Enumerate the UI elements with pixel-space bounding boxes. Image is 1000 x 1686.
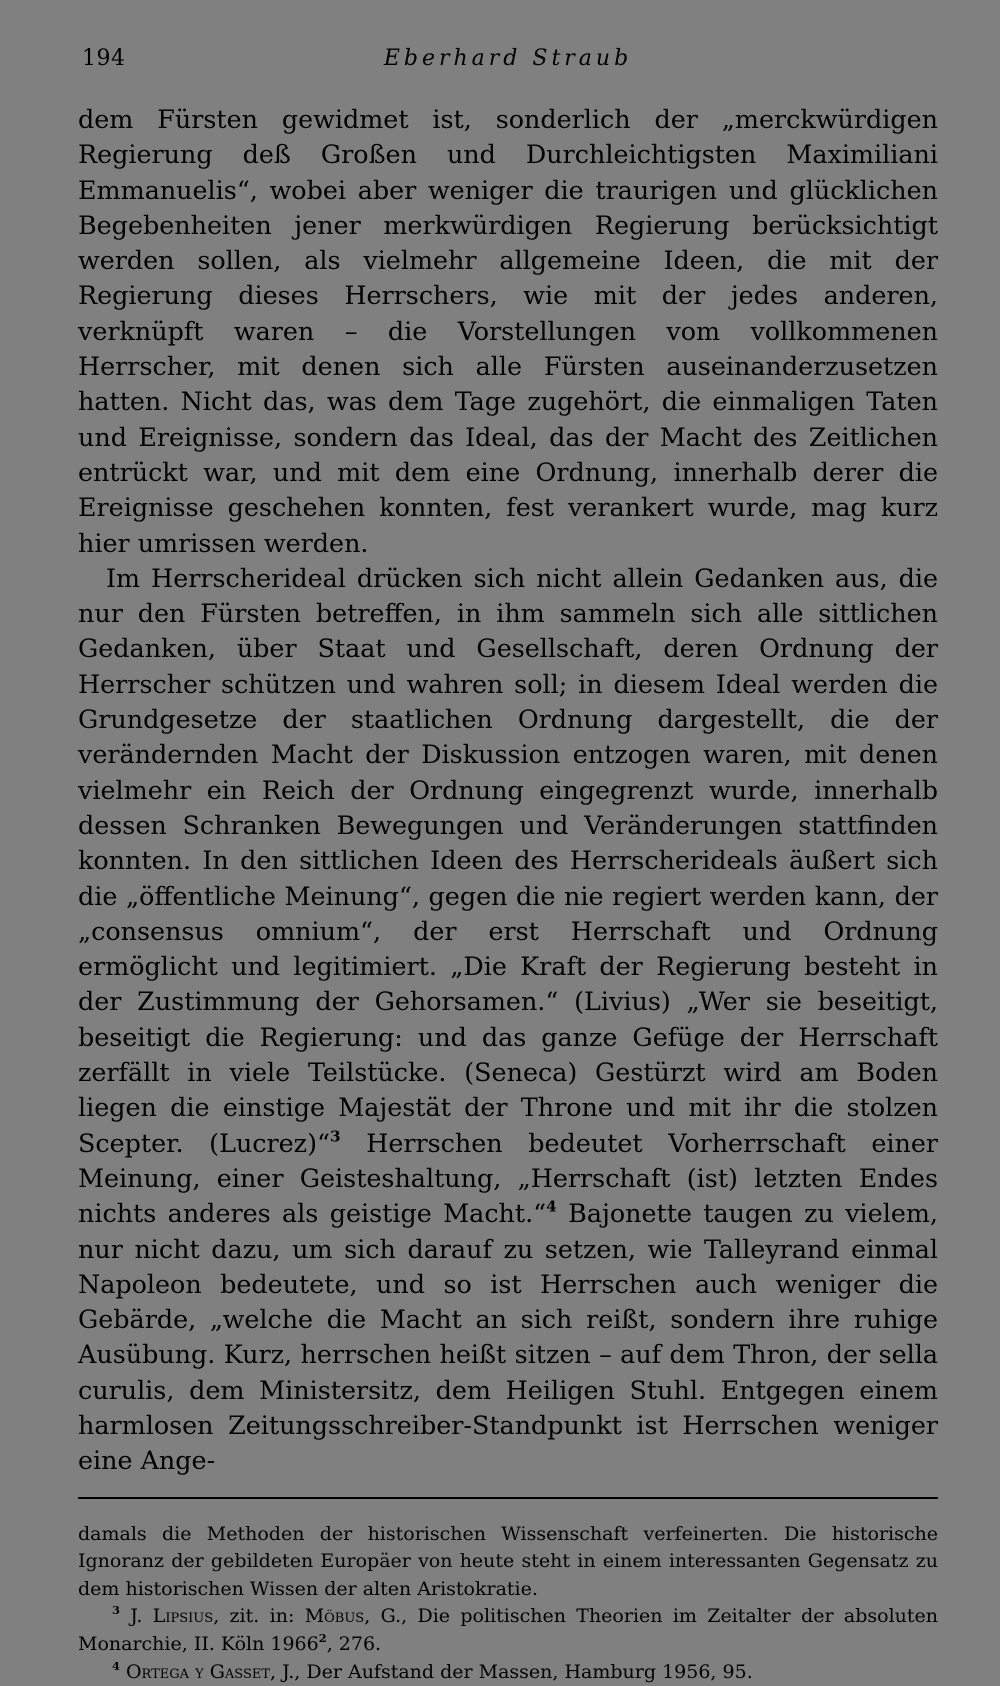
running-head — [78, 46, 938, 80]
paragraph-2-part-1: Im Herrscherideal drücken sich nicht allein Gedanken aus, die nur den Fürsten betreffen, in ihm sammeln sich alle sittlichen Gedanken, über Staat und Gesellschaft, deren Ordnung der Herrscher schützen und wahren soll; in diesem Ideal werden die Grundgesetze der staatlichen Ordnung dargestellt, die der verändernden Macht der Diskussion entzogen waren, mit denen vielmehr ein Reich der Ordnung eingegrenzt wurde, innerhalb dessen Schranken Bewegungen und Veränderungen stattfinden konnten. In den sittlichen Ideen des Herrscherideals äußert sich die „öffentliche Meinung“, gegen die nie regiert werden kann, der „consensus omnium“, der erst Herrschaft und Ordnung ermöglicht und legitimiert. „Die Kraft der Regierung besteht in der Zustimmung der Gehorsamen.“ (Livius) „Wer sie beseitigt, beseitigt die Regierung: und das ganze Gefüge der Herrschaft zerfällt in viele Teilstücke. (Seneca) Gestürzt wird am Boden liegen die einstige Majestät der Throne und mit ihr die stolzen Scepter. (Lucrez)“ — [78, 562, 938, 1158]
footnote-3-text-b: , G., Die politischen Theorien im Zeitalter der absoluten Monarchie, II. Köln 1966 — [78, 1605, 939, 1655]
paragraph-2 — [78, 561, 938, 1479]
footnote-4-author: Ortega y Gasset — [125, 1660, 271, 1683]
paragraph-2-part-2: Herrschen bedeutet Vorherrschaft einer Meinung, einer Geisteshaltung, „Herrschaft (ist) letzten Endes nichts anderes als geistige Macht.“ — [78, 1127, 938, 1229]
paragraph-1: dem Fürsten gewidmet ist, sonderlich der „merckwürdigen Regierung deß Großen und Durchleichtigsten Maximiliani Emmanuelis“, wobei aber weniger die traurigen und glücklichen Begebenheiten jener merkwürdigen Regierung berücksichtigt werden sollen, als vielmehr allgemeine Ideen, die mit der Regierung dieses Herrschers, wie mit der jedes anderen, verknüpft waren – die Vorstellungen vom vollkommenen Herrscher, mit denen sich alle Fürsten auseinanderzusetzen hatten. Nicht das, was dem Tage zugehört, die einmaligen Taten und Ereignisse, sondern das Ideal, das der Macht des Zeitlichen entrückt war, und mit dem eine Ordnung, innerhalb derer die Ereignisse geschehen konnten, fest verankert wurde, mag kurz hier umrissen werden. — [78, 104, 938, 558]
running-title: Eberhard Straub — [383, 46, 633, 71]
footnote-3 — [78, 1603, 938, 1658]
footnote-3-text-c: , 276. — [326, 1632, 382, 1655]
footnote-3-text-a: , zit. in: — [213, 1605, 305, 1628]
page-number: 194 — [82, 46, 126, 71]
footnote-3-author: J. Lipsius — [130, 1605, 214, 1628]
footnote-4 — [78, 1659, 938, 1686]
footnote-4-marker: 4 — [112, 1658, 120, 1673]
footnote-3-marker: 3 — [112, 1603, 120, 1618]
footnote-continuation: damals die Methoden der historischen Wissenschaft verfeinerten. Die historische Ignoranz der gebildeten Europäer von heute steht in einem interessanten Gegensatz zu dem historischen Wissen der alten Aristokratie. — [78, 1522, 938, 1600]
footnote-3-superscript: 2 — [318, 1630, 327, 1645]
footnote-rule — [78, 1497, 938, 1499]
footnotes — [78, 1521, 938, 1686]
page — [78, 46, 938, 1686]
paragraph-2-part-3: Bajonette taugen zu vielem, nur nicht dazu, um sich darauf zu setzen, wie Talleyrand einmal Napoleon bedeutete, und so ist Herrschen auch weniger die Gebärde, „welche die Macht an sich reißt, sondern ihre ruhige Ausübung. Kurz, herrschen heißt sitzen – auf dem Thron, der sella curulis, dem Ministersitz, dem Heiligen Stuhl. Entgegen einem harmlosen Zeitungsschreiber-Standpunkt ist Herrschen weniger eine Ange- — [78, 1198, 938, 1476]
footnote-4-text: , J., Der Aufstand der Massen, Hamburg 1956, 95. — [270, 1660, 753, 1683]
footnote-3-author2: Möbus — [304, 1605, 365, 1628]
footnote-ref-4: 4 — [546, 1197, 557, 1216]
footnote-ref-3: 3 — [329, 1126, 341, 1145]
body-text — [78, 102, 938, 1479]
